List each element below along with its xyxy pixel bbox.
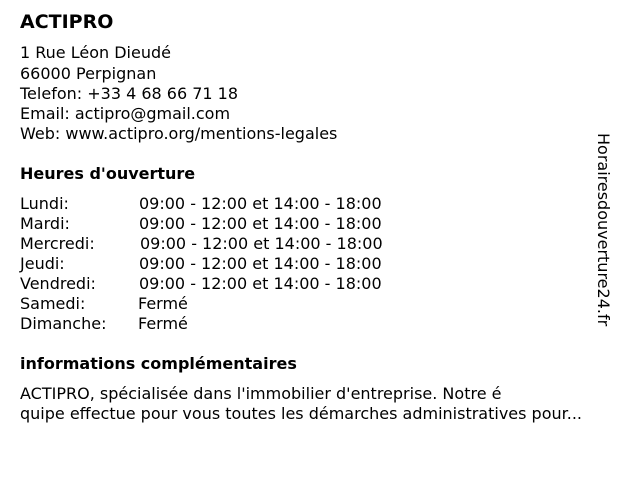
website-link[interactable]: Web: www.actipro.org/mentions-legales bbox=[20, 124, 338, 143]
time-range: 09:00 - 12:00 et 14:00 - 18:00 bbox=[139, 214, 382, 233]
hours-row-monday bbox=[20, 194, 440, 214]
hours-row-thursday bbox=[20, 254, 440, 274]
additional-info-title: informations complémentaires bbox=[20, 354, 297, 373]
day-label: Jeudi: bbox=[20, 254, 65, 273]
time-range: 09:00 - 12:00 et 14:00 - 18:00 bbox=[139, 254, 382, 273]
description-line-1: ACTIPRO, spécialisée dans l'immobilier d'entreprise. Notre é bbox=[20, 384, 502, 403]
time-range: 09:00 - 12:00 et 14:00 - 18:00 bbox=[140, 234, 383, 253]
email-address[interactable]: Email: actipro@gmail.com bbox=[20, 104, 231, 123]
hours-row-saturday bbox=[20, 294, 440, 314]
time-range: 09:00 - 12:00 et 14:00 - 18:00 bbox=[139, 194, 382, 213]
day-label: Samedi: bbox=[20, 294, 86, 313]
hours-row-sunday bbox=[20, 314, 440, 334]
time-range: 09:00 - 12:00 et 14:00 - 18:00 bbox=[139, 274, 382, 293]
side-brand-watermark bbox=[594, 133, 633, 345]
day-label: Vendredi: bbox=[20, 274, 96, 293]
hours-row-friday bbox=[20, 274, 440, 294]
address-city: 66000 Perpignan bbox=[20, 64, 157, 83]
hours-row-wednesday bbox=[20, 234, 440, 254]
description-line-2: quipe effectue pour vous toutes les démarches administratives pour... bbox=[20, 404, 582, 423]
business-name: ACTIPRO bbox=[20, 11, 114, 33]
day-label: Dimanche: bbox=[20, 314, 107, 333]
time-closed: Fermé bbox=[138, 314, 188, 333]
day-label: Mardi: bbox=[20, 214, 70, 233]
phone-number[interactable]: Telefon: +33 4 68 66 71 18 bbox=[20, 84, 239, 103]
side-brand-text: Horairesdouverture24.fr bbox=[594, 133, 613, 327]
day-label: Lundi: bbox=[20, 194, 69, 213]
day-label: Mercredi: bbox=[20, 234, 95, 253]
hours-row-tuesday bbox=[20, 214, 440, 234]
time-closed: Fermé bbox=[138, 294, 188, 313]
address-street: 1 Rue Léon Dieudé bbox=[20, 43, 171, 62]
opening-hours-title: Heures d'ouverture bbox=[20, 164, 196, 183]
